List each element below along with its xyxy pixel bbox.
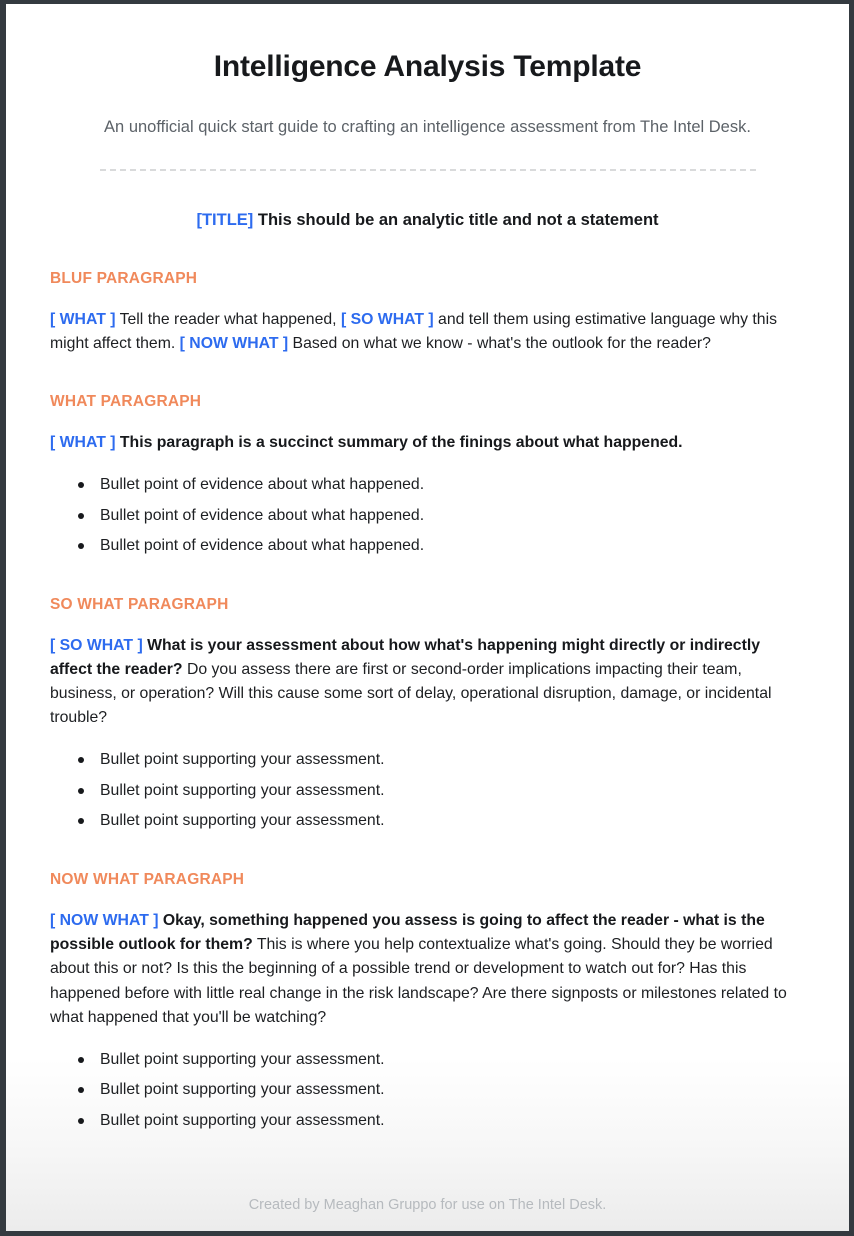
section-heading-what: WHAT PARAGRAPH (50, 392, 202, 410)
list-item: Bullet point supporting your assessment. (50, 1078, 805, 1102)
section-body-now-what (50, 909, 805, 1030)
bullet-list-so-what (50, 748, 805, 833)
analytic-title-line (50, 209, 805, 232)
what-lead: This paragraph is a succinct summary of the finings about what happened. (115, 434, 683, 452)
tag-what: [ WHAT ] (50, 310, 116, 328)
now-what-text: This is where you help contextualize what's going. Should they be worried about this or not? Is this the beginning of a possible trend or development to watch out for? Has this happened before with little real change in the risk landscape? Are there signposts or milestones related to what happened that you'll be watching? (50, 936, 787, 1026)
section-heading-bluf: BLUF PARAGRAPH (50, 269, 198, 287)
tag-now-what: [ NOW WHAT ] (50, 912, 159, 930)
section-now-what (50, 870, 805, 1133)
list-item: Bullet point of evidence about what happened. (50, 504, 805, 528)
page-subtitle: An unofficial quick start guide to crafting an intelligence assessment from The Intel Desk. (104, 117, 751, 136)
section-body-bluf (50, 308, 805, 356)
section-heading-now-what: NOW WHAT PARAGRAPH (50, 870, 245, 888)
list-item: Bullet point supporting your assessment. (50, 748, 805, 772)
bullet-list-what (50, 473, 805, 558)
list-item: Bullet point supporting your assessment. (50, 1109, 805, 1133)
section-divider (100, 169, 756, 171)
now-what-lead: Okay, something happened you assess is going to affect the reader - what is the possible outlook for them? (50, 912, 765, 954)
so-what-text: Do you assess there are first or second-order implications impacting their team, business, or operation? Will this cause some sort of delay, operational disruption, damage, or incidental trouble? (50, 661, 772, 727)
page-footer: Created by Meaghan Gruppo for use on The Intel Desk. (248, 1197, 607, 1214)
section-heading-so-what: SO WHAT PARAGRAPH (50, 595, 229, 613)
bluf-text-1: Tell the reader what happened, (115, 310, 341, 328)
tag-so-what: [ SO WHAT ] (340, 310, 434, 328)
bluf-text-2: and tell them using estimative language why this might affect them. (50, 310, 777, 352)
title-tag: [TITLE] (196, 211, 254, 230)
tag-so-what: [ SO WHAT ] (50, 636, 143, 654)
document-page (6, 4, 849, 1231)
list-item: Bullet point of evidence about what happened. (50, 473, 805, 497)
section-body-what (50, 431, 805, 455)
section-bluf (50, 269, 805, 356)
analytic-title-text: This should be an analytic title and not a statement (253, 211, 659, 230)
so-what-lead: What is your assessment about how what's happening might directly or indirectly affect the reader? (50, 636, 761, 679)
tag-what: [ WHAT ] (50, 434, 116, 452)
list-item: Bullet point supporting your assessment. (50, 1048, 805, 1072)
list-item: Bullet point of evidence about what happened. (50, 534, 805, 558)
bluf-text-3: Based on what we know - what's the outlook for the reader? (288, 334, 711, 352)
section-so-what (50, 595, 805, 834)
section-body-so-what (50, 634, 805, 731)
list-item: Bullet point supporting your assessment. (50, 809, 805, 833)
section-what (50, 392, 805, 559)
bullet-list-now-what (50, 1048, 805, 1133)
tag-now-what: [ NOW WHAT ] (179, 334, 289, 352)
list-item: Bullet point supporting your assessment. (50, 779, 805, 803)
page-title: Intelligence Analysis Template (213, 50, 642, 83)
